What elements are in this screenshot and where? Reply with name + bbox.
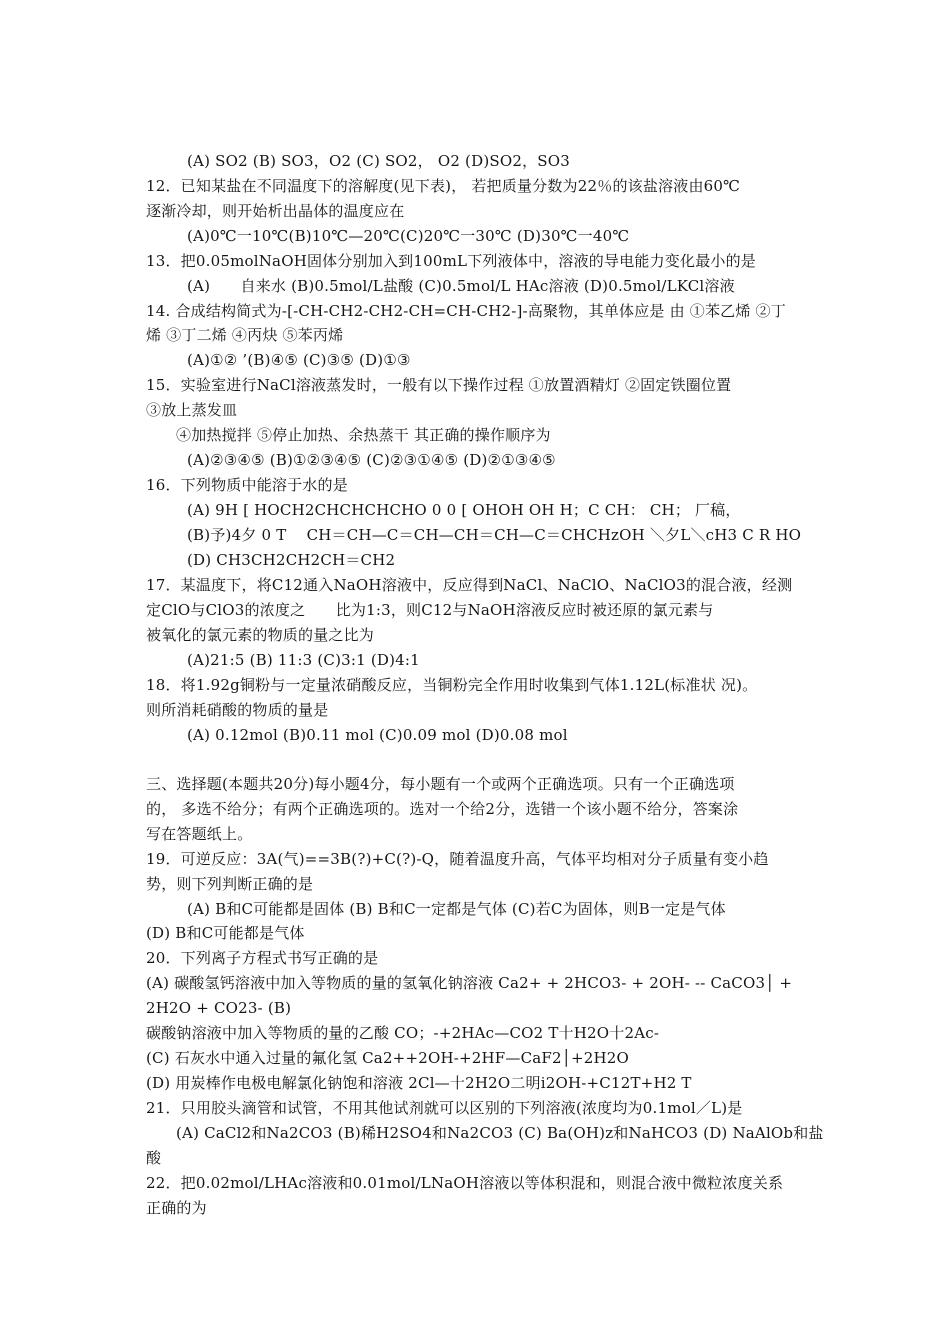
option-line: (C) 石灰水中通入过量的氟化氢 Ca2++2OH-+2HF—CaF2│+2H2O: [146, 1049, 630, 1067]
question-21-line: 21．只用胶头滴管和试管，不用其他试剂就可以区别的下列溶液(浓度均为0.1mol／L)是: [146, 1099, 743, 1117]
question-17-line: 定ClO与ClO3的浓度之 比为1:3，则C12与NaOH溶液反应时被还原的氯元素与: [146, 601, 714, 619]
option-line: 碳酸钠溶液中加入等物质的量的乙酸 CO；-+2HAc—CO2 T十H2O十2Ac-: [146, 1024, 660, 1042]
option-line: 酸: [146, 1149, 162, 1167]
option-line: (A) B和C可能都是固体 (B) B和C一定都是气体 (C)若C为固体，则B一定是气体: [187, 900, 726, 918]
question-19-line: 势，则下列判断正确的是: [146, 875, 314, 893]
question-14-line: 14. 合成结构简式为-[-CH-CH2-CH2-CH=CH-CH2-]-高聚物，其单体应是 由 ①苯乙烯 ②丁: [146, 302, 786, 320]
option-line: 2H2O + CO23- (B): [146, 999, 292, 1017]
option-line: (A)0℃一10℃(B)10℃—20℃(C)20℃一30℃ (D)30℃一40℃: [187, 227, 630, 245]
option-line: (A) 碳酸氢钙溶液中加入等物质的量的氢氧化钠溶液 Ca2+ + 2HCO3- + 2OH- -- CaCO3│ +: [146, 974, 793, 992]
question-14-line: 烯 ③丁二烯 ④丙炔 ⑤苯丙烯: [146, 326, 344, 344]
option-line: (A) 9H [ HOCH2CHCHCHCHO 0 0 [ OHOH OH H；C CH： CH； 厂稿，: [187, 501, 741, 519]
option-line: (A) SO2 (B) SO3，O2 (C) SO2， O2 (D)SO2，SO3: [187, 152, 571, 170]
option-line: (D) CH3CH2CH2CH＝CH2: [187, 551, 396, 569]
question-15-line: 15．实验室进行NaCl溶液蒸发时，一般有以下操作过程 ①放置酒精灯 ②固定铁圈位置: [146, 376, 732, 394]
question-22-line: 22．把0.02mol/LHAc溶液和0.01mol/LNaOH溶液以等体积混和，则混合液中微粒浓度关系: [146, 1174, 784, 1192]
option-line: (D) 用炭棒作电极电解氯化钠饱和溶液 2Cl—十2H2O二明i2OH-+C12T+H2 T: [146, 1074, 692, 1092]
question-12-line: 逐渐冷却，则开始析出晶体的温度应在: [146, 202, 405, 220]
option-line: (A) 0.12mol (B)0.11 mol (C)0.09 mol (D)0.08 mol: [187, 726, 568, 744]
question-16-line: 16．下列物质中能溶于水的是: [146, 476, 348, 494]
question-18-line: 18．将1.92g铜粉与一定量浓硝酸反应，当铜粉完全作用时收集到气体1.12L(标准状 况)。: [146, 676, 758, 694]
question-15-line: ④加热搅拌 ⑤停止加热、余热蒸干 其正确的操作顺序为: [176, 426, 551, 444]
section-3-heading-line: 写在答题纸上。: [146, 825, 253, 843]
option-line: (A)②③④⑤ (B)①②③④⑤ (C)②③①④⑤ (D)②①③④⑤: [187, 451, 556, 469]
question-17-line: 被氧化的氯元素的物质的量之比为: [146, 626, 375, 644]
question-22-line: 正确的为: [146, 1199, 207, 1217]
option-line: (A)21:5 (B) 11:3 (C)3:1 (D)4:1: [187, 651, 420, 669]
question-19-line: 19．可逆反应：3A(气)==3B(?)+C(?)-Q，随着温度升高，气体平均相对分子质量有变小趋: [146, 850, 769, 868]
question-18-line: 则所消耗硝酸的物质的量是: [146, 701, 329, 719]
option-line: (A)①② ’(B)④⑤ (C)③⑤ (D)①③: [187, 351, 411, 369]
question-17-line: 17．某温度下，将C12通入NaOH溶液中，反应得到NaCl、NaClO、NaClO3的混合液，经测: [146, 576, 793, 594]
option-line: (B)予)4夕 0 T CH＝CH—C＝CH—CH＝CH—C＝CHCHzOH ＼夕L＼cH3 C R HO: [187, 526, 802, 544]
section-3-heading-line: 三、选择题(本题共20分)每小题4分，每小题有一个或两个正确选项。只有一个正确选项: [146, 775, 735, 793]
question-13-line: 13．把0.05molNaOH固体分别加入到100mL下列液体中，溶液的导电能力变化最小的是: [146, 252, 757, 270]
question-20-line: 20．下列离子方程式书写正确的是: [146, 949, 379, 967]
section-3-heading-line: 的， 多选不给分；有两个正确选项的。选对一个给2分，选错一个该小题不给分，答案涂: [146, 800, 739, 818]
question-15-line: ③放上蒸发皿: [146, 401, 238, 419]
option-line: (A) 自来水 (B)0.5mol/L盐酸 (C)0.5mol/L HAc溶液 (D)0.5mol/LKCl溶液: [187, 277, 735, 295]
option-line: (D) B和C可能都是气体: [146, 924, 305, 942]
option-line: (A) CaCl2和Na2CO3 (B)稀H2SO4和Na2CO3 (C) Ba(OH)z和NaHCO3 (D) NaAlOb和盐: [176, 1124, 824, 1142]
question-12-line: 12．已知某盐在不同温度下的溶解度(见下表)， 若把质量分数为22％的该盐溶液由60℃: [146, 177, 741, 195]
